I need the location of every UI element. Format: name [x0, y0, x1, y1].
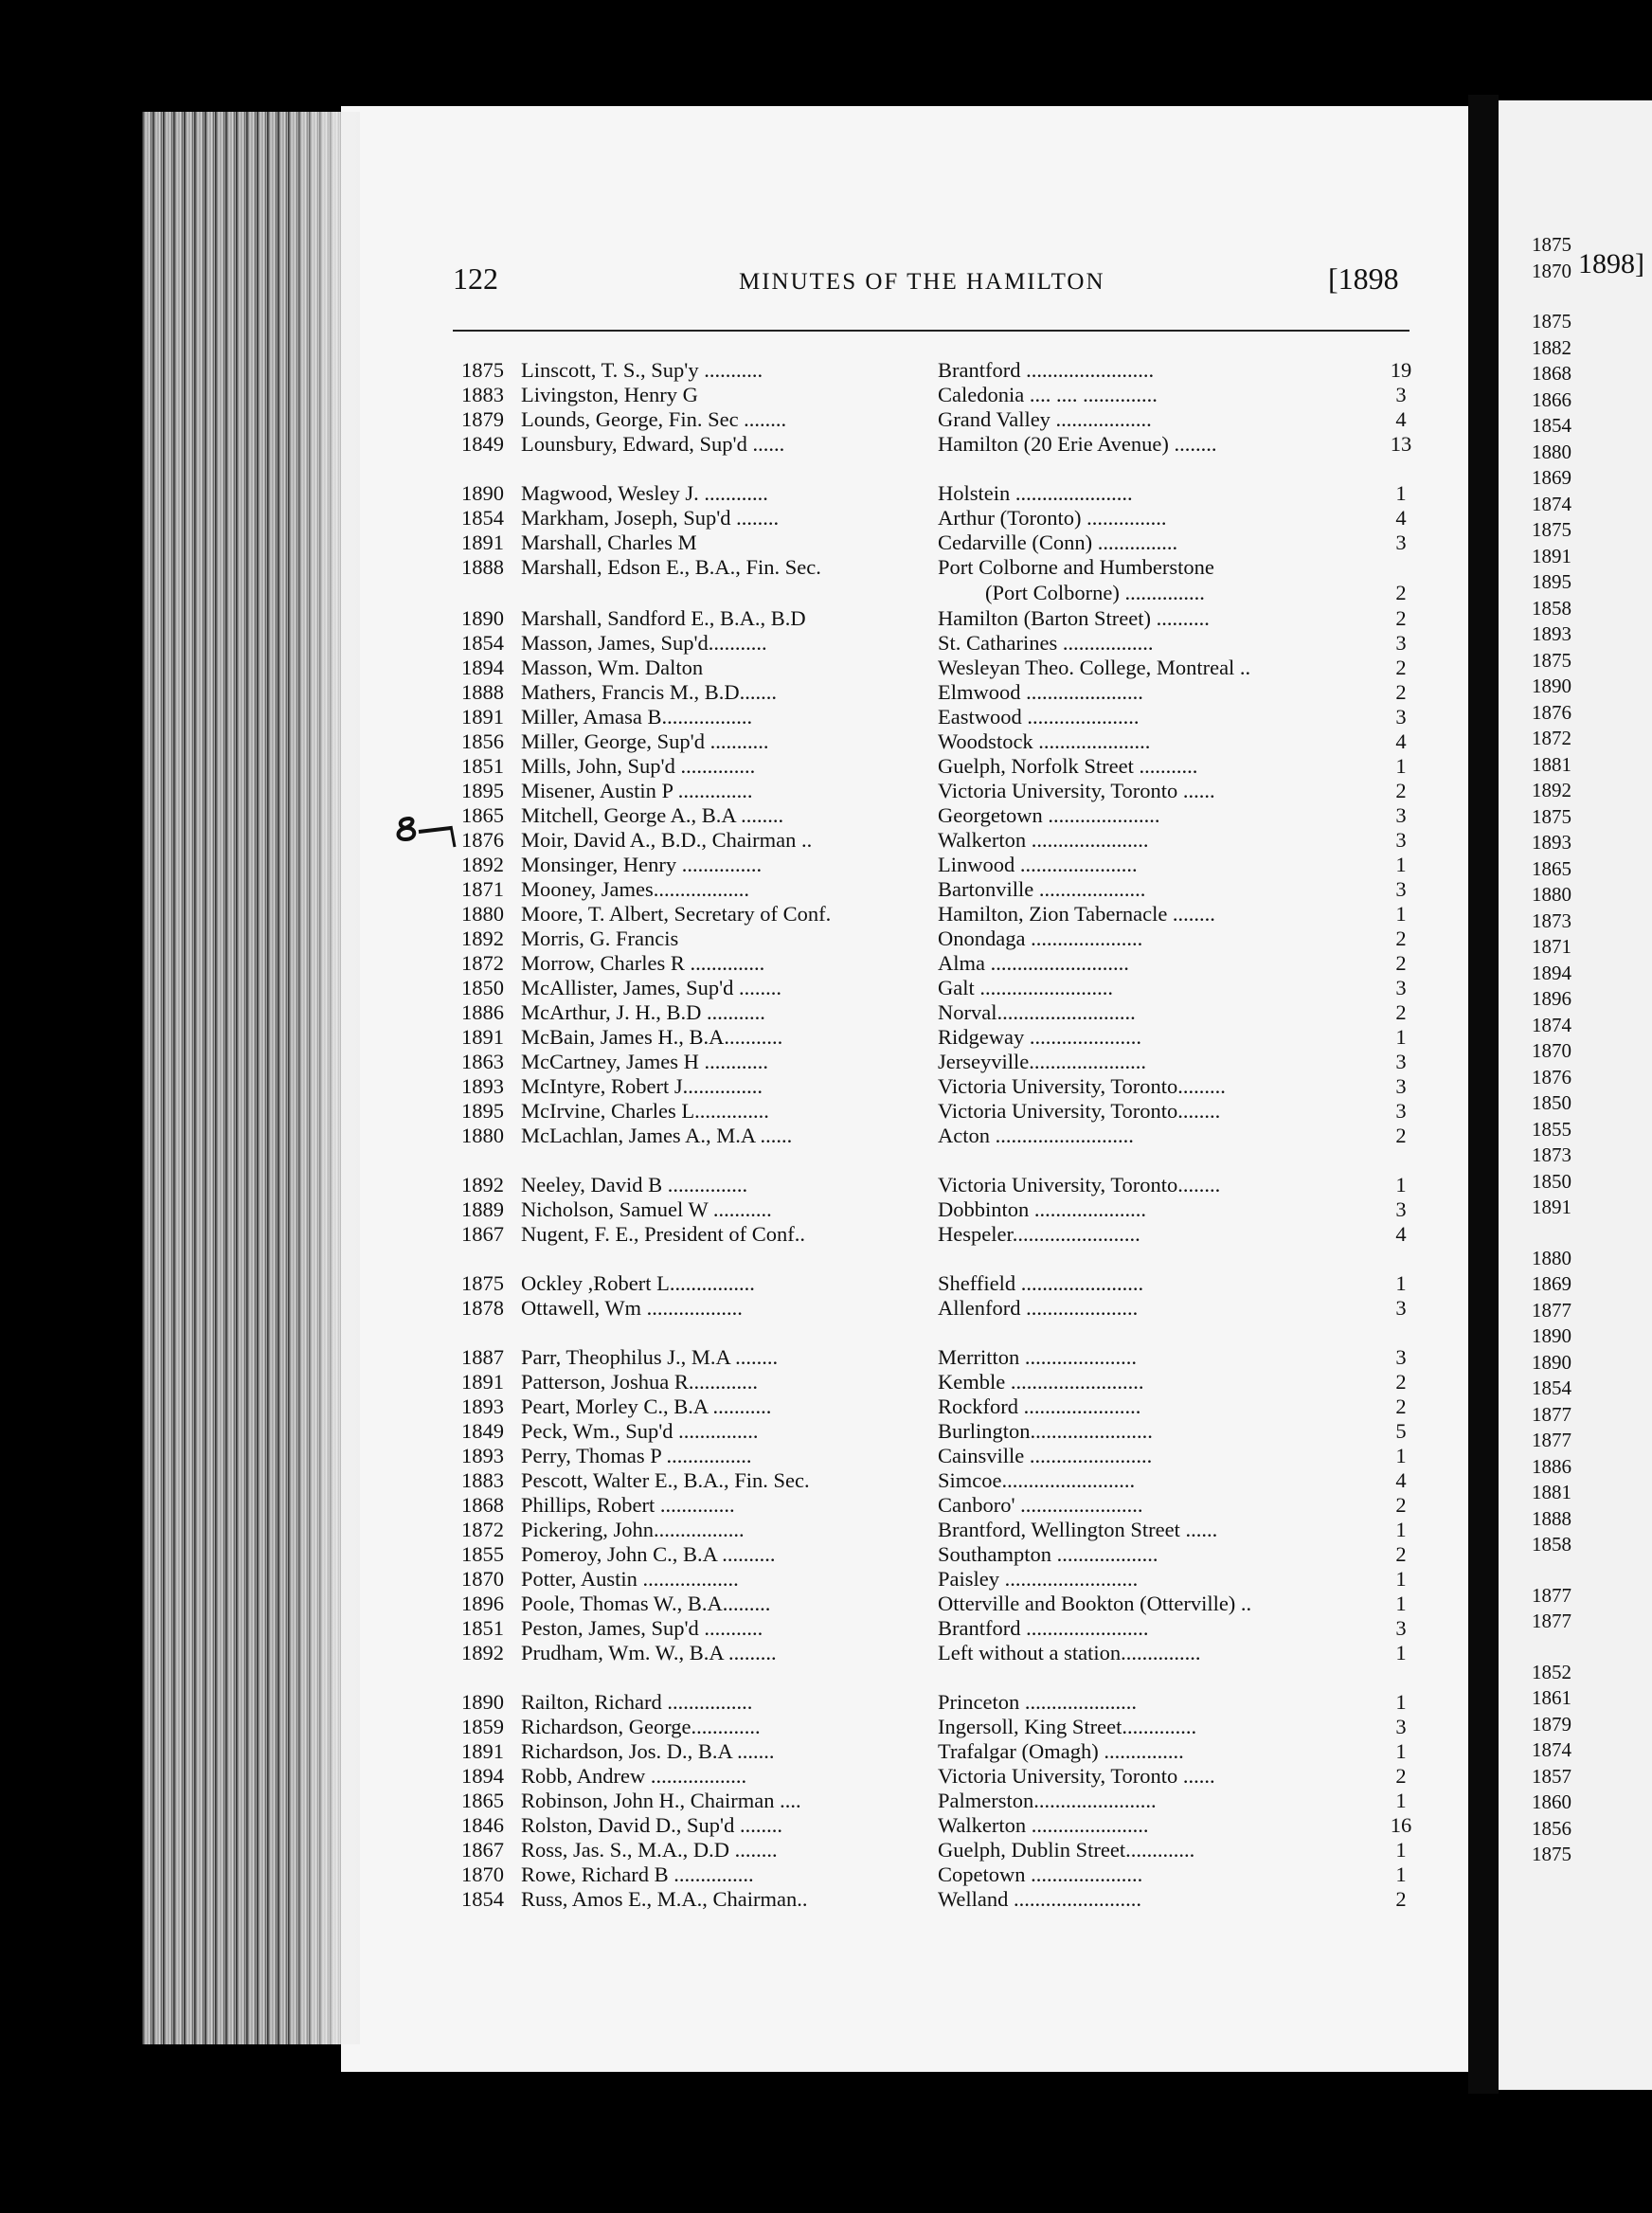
right-page-year: 1893 — [1532, 831, 1571, 854]
entry-year: 1850 — [461, 976, 504, 999]
entry-years: 1 — [1395, 1641, 1407, 1664]
entry-place: Port Colborne and Humberstone — [938, 555, 1214, 579]
entry-years: 1 — [1395, 754, 1407, 778]
entry-name: Ross, Jas. S., M.A., D.D ........ — [521, 1838, 778, 1862]
right-page-year: 1852 — [1532, 1660, 1571, 1683]
entry-year: 1865 — [461, 1789, 504, 1812]
right-page-year: 1860 — [1532, 1790, 1571, 1813]
entry-place: Elmwood ...................... — [938, 680, 1143, 704]
entry-name: McAllister, James, Sup'd ........ — [521, 976, 782, 999]
entry-place: Eastwood ..................... — [938, 705, 1140, 729]
entry-place: Walkerton ...................... — [938, 1813, 1149, 1837]
entry-year: 1893 — [461, 1444, 504, 1467]
entry-place: Hespeler........................ — [938, 1222, 1140, 1246]
entry-years: 3 — [1395, 1715, 1407, 1738]
entry-name: Miller, George, Sup'd ........... — [521, 729, 769, 753]
entry-year: 1880 — [461, 902, 504, 926]
entry-name: Potter, Austin .................. — [521, 1567, 739, 1591]
entry-place: Linwood ...................... — [938, 853, 1138, 876]
entry-years: 1 — [1395, 1567, 1407, 1591]
entry-year: 1851 — [461, 1616, 504, 1640]
entry-years: 2 — [1395, 927, 1407, 950]
entry-year: 1854 — [461, 506, 504, 530]
entry-years: 1 — [1395, 1271, 1407, 1295]
entry-years: 5 — [1395, 1419, 1407, 1443]
entry-name: Marshall, Charles M — [521, 531, 697, 554]
entry-name: Peck, Wm., Sup'd ............... — [521, 1419, 759, 1443]
right-page-year: 1856 — [1532, 1816, 1571, 1840]
right-page-year: 1891 — [1532, 1196, 1571, 1218]
right-page-year: 1890 — [1532, 675, 1571, 697]
page-edge-fade — [284, 112, 360, 2044]
entry-place: Guelph, Dublin Street............. — [938, 1838, 1195, 1862]
entry-name: Perry, Thomas P ................ — [521, 1444, 752, 1467]
entry-years: 4 — [1395, 1222, 1407, 1246]
entry-year: 1872 — [461, 1518, 504, 1541]
entry-years: 2 — [1395, 951, 1407, 975]
entry-year: 1887 — [461, 1345, 504, 1369]
entry-name: Pomeroy, John C., B.A .......... — [521, 1542, 776, 1566]
entry-place: Brantford ....................... — [938, 1616, 1149, 1640]
entry-years: 4 — [1395, 729, 1407, 753]
right-page-year: 1874 — [1532, 492, 1571, 515]
entry-place: Burlington....................... — [938, 1419, 1153, 1443]
entry-place: Rockford ...................... — [938, 1394, 1141, 1418]
right-page-year: 1872 — [1532, 727, 1571, 749]
entry-years: 13 — [1390, 432, 1412, 456]
entry-name: Ockley ,Robert L................ — [521, 1271, 755, 1295]
entry-years: 3 — [1395, 1296, 1407, 1320]
entry-name: Moore, T. Albert, Secretary of Conf. — [521, 902, 832, 926]
entry-place: Dobbinton ..................... — [938, 1197, 1147, 1221]
entry-place-continuation: (Port Colborne) ............... — [985, 581, 1205, 604]
entry-year: 1888 — [461, 680, 504, 704]
entry-place: Copetown ..................... — [938, 1862, 1143, 1886]
entry-place: St. Catharines ................. — [938, 631, 1154, 655]
entry-years: 1 — [1395, 853, 1407, 876]
entry-years-continuation: 2 — [1395, 581, 1407, 604]
entry-year: 1891 — [461, 1739, 504, 1763]
right-page-year: 1874 — [1532, 1738, 1571, 1761]
entry-years: 2 — [1395, 1542, 1407, 1566]
entry-name: Russ, Amos E., M.A., Chairman.. — [521, 1887, 808, 1911]
right-page-year: 1871 — [1532, 935, 1571, 958]
entry-name: McIntyre, Robert J............... — [521, 1074, 763, 1098]
entry-years: 1 — [1395, 1444, 1407, 1467]
entry-year: 1855 — [461, 1542, 504, 1566]
entry-name: Nugent, F. E., President of Conf.. — [521, 1222, 806, 1246]
entry-years: 2 — [1395, 680, 1407, 704]
entry-place: Alma .......................... — [938, 951, 1129, 975]
entry-name: Miller, Amasa B................. — [521, 705, 753, 729]
right-page-year: 1876 — [1532, 700, 1571, 724]
entry-name: Prudham, Wm. W., B.A ......... — [521, 1641, 777, 1664]
entry-years: 1 — [1395, 1838, 1407, 1862]
entry-years: 2 — [1395, 1394, 1407, 1418]
entry-year: 1893 — [461, 1394, 504, 1418]
entry-name: Morrow, Charles R .............. — [521, 951, 765, 975]
entry-place: Brantford, Wellington Street ...... — [938, 1518, 1218, 1541]
entry-years: 1 — [1395, 902, 1407, 926]
entry-name: Patterson, Joshua R............. — [521, 1370, 758, 1394]
entry-year: 1867 — [461, 1838, 504, 1862]
entry-name: Moir, David A., B.D., Chairman .. — [521, 828, 813, 852]
entry-name: Masson, Wm. Dalton — [521, 656, 704, 679]
entry-name: McLachlan, James A., M.A ...... — [521, 1124, 793, 1147]
entry-year: 1894 — [461, 1764, 504, 1788]
entry-name: Richardson, Jos. D., B.A ....... — [521, 1739, 775, 1763]
right-page-year: 1890 — [1532, 1324, 1571, 1347]
entry-place: Victoria University, Toronto ...... — [938, 779, 1215, 802]
entry-name: Mathers, Francis M., B.D....... — [521, 680, 777, 704]
entry-years: 19 — [1390, 358, 1412, 382]
entry-name: Mooney, James.................. — [521, 877, 750, 901]
entry-year: 1883 — [461, 1468, 504, 1492]
entry-year: 1849 — [461, 432, 504, 456]
right-page-year: 1880 — [1532, 1246, 1571, 1269]
entry-year: 1870 — [461, 1567, 504, 1591]
right-page-year: 1875 — [1532, 648, 1571, 672]
entry-year: 1893 — [461, 1074, 504, 1098]
right-page-year: 1891 — [1532, 544, 1571, 567]
right-page-year: 1875 — [1532, 518, 1571, 541]
entry-years: 2 — [1395, 656, 1407, 679]
entry-years: 3 — [1395, 1074, 1407, 1098]
entry-year: 1895 — [461, 779, 504, 802]
entry-place: Sheffield ....................... — [938, 1271, 1144, 1295]
entry-years: 1 — [1395, 1592, 1407, 1615]
entry-years: 2 — [1395, 1493, 1407, 1517]
entry-place: Trafalgar (Omagh) ............... — [938, 1739, 1184, 1763]
entry-place: Kemble ......................... — [938, 1370, 1144, 1394]
entry-name: Markham, Joseph, Sup'd ........ — [521, 506, 780, 530]
entry-place: Hamilton (Barton Street) .......... — [938, 606, 1210, 630]
entry-years: 4 — [1395, 1468, 1407, 1492]
entry-year: 1889 — [461, 1197, 504, 1221]
entry-name: Robinson, John H., Chairman .... — [521, 1789, 801, 1812]
entry-years: 3 — [1395, 531, 1407, 554]
entry-year: 1894 — [461, 656, 504, 679]
right-page-year: 1888 — [1532, 1506, 1571, 1530]
entry-name: McIrvine, Charles L.............. — [521, 1099, 769, 1123]
entry-years: 2 — [1395, 1124, 1407, 1147]
entry-years: 3 — [1395, 1616, 1407, 1640]
entry-years: 1 — [1395, 1518, 1407, 1541]
entry-year: 1891 — [461, 705, 504, 729]
book-gutter — [1468, 95, 1499, 2094]
entry-year: 1896 — [461, 1592, 504, 1615]
right-page-year: 1850 — [1532, 1169, 1571, 1193]
right-page-year: 1874 — [1532, 1013, 1571, 1036]
right-page-year: 1893 — [1532, 622, 1571, 645]
entry-place: Acton .......................... — [938, 1124, 1134, 1147]
entry-years: 2 — [1395, 1000, 1407, 1024]
entry-years: 3 — [1395, 1197, 1407, 1221]
entry-year: 1892 — [461, 1641, 504, 1664]
entry-name: Mitchell, George A., B.A ........ — [521, 803, 784, 827]
entry-place: Wesleyan Theo. College, Montreal .. — [938, 656, 1251, 679]
entry-place: Arthur (Toronto) ............... — [938, 506, 1167, 530]
entry-name: Richardson, George............. — [521, 1715, 761, 1738]
entry-name: Rolston, David D., Sup'd ........ — [521, 1813, 782, 1837]
page-title: MINUTES OF THE HAMILTON — [739, 269, 1105, 295]
right-page-year: 1880 — [1532, 440, 1571, 463]
entry-name: Poole, Thomas W., B.A......... — [521, 1592, 771, 1615]
entry-place: Ingersoll, King Street.............. — [938, 1715, 1197, 1738]
entry-place: Canboro' ....................... — [938, 1493, 1143, 1517]
entry-years: 1 — [1395, 1739, 1407, 1763]
entry-name: Pickering, John................. — [521, 1518, 745, 1541]
entry-year: 1846 — [461, 1813, 504, 1837]
entry-year: 1854 — [461, 631, 504, 655]
right-page-year: 1850 — [1532, 1091, 1571, 1114]
entry-year: 1891 — [461, 1025, 504, 1049]
entry-place: Victoria University, Toronto ...... — [938, 1764, 1215, 1788]
right-page-year: 1861 — [1532, 1686, 1571, 1709]
entry-years: 3 — [1395, 1050, 1407, 1073]
entry-name: Peart, Morley C., B.A ........... — [521, 1394, 772, 1418]
entry-name: Magwood, Wesley J. ............ — [521, 481, 768, 505]
entry-place: Bartonville .................... — [938, 877, 1146, 901]
entry-year: 1865 — [461, 803, 504, 827]
right-page-year: 1875 — [1532, 1843, 1571, 1865]
entry-place: Victoria University, Toronto........ — [938, 1099, 1221, 1123]
entry-year: 1890 — [461, 1690, 504, 1714]
handwritten-mark — [396, 811, 483, 849]
entry-years: 2 — [1395, 1887, 1407, 1911]
entry-years: 2 — [1395, 606, 1407, 630]
entry-place: Paisley ......................... — [938, 1567, 1139, 1591]
entry-name: Railton, Richard ................ — [521, 1690, 753, 1714]
entry-year: 1890 — [461, 481, 504, 505]
entry-years: 3 — [1395, 705, 1407, 729]
right-page-year: 1877 — [1532, 1583, 1571, 1607]
entry-year: 1878 — [461, 1296, 504, 1320]
entry-name: Pescott, Walter E., B.A., Fin. Sec. — [521, 1468, 810, 1492]
entry-year: 1876 — [461, 828, 504, 852]
entry-name: Rowe, Richard B ............... — [521, 1862, 754, 1886]
right-page-year: 1886 — [1532, 1454, 1571, 1478]
entry-year: 1892 — [461, 853, 504, 876]
entry-years: 3 — [1395, 976, 1407, 999]
entry-year: 1863 — [461, 1050, 504, 1073]
entry-name: Morris, G. Francis — [521, 927, 679, 950]
right-page-year: 1869 — [1532, 466, 1571, 489]
header-rule — [453, 330, 1410, 332]
entry-years: 1 — [1395, 1789, 1407, 1812]
right-page-year: 1855 — [1532, 1117, 1571, 1141]
entry-place: Guelph, Norfolk Street ........... — [938, 754, 1198, 778]
entry-name: Lounds, George, Fin. Sec ........ — [521, 407, 787, 431]
right-page-year: 1890 — [1532, 1350, 1571, 1374]
entry-name: Robb, Andrew .................. — [521, 1764, 747, 1788]
entry-place: Onondaga ..................... — [938, 927, 1143, 950]
entry-place: Welland ........................ — [938, 1887, 1142, 1911]
entry-name: Peston, James, Sup'd ........... — [521, 1616, 763, 1640]
entry-year: 1879 — [461, 407, 504, 431]
entry-name: Mills, John, Sup'd .............. — [521, 754, 756, 778]
entry-years: 1 — [1395, 1690, 1407, 1714]
entry-year: 1888 — [461, 555, 504, 579]
entry-place: Allenford ..................... — [938, 1296, 1139, 1320]
entry-place: Simcoe......................... — [938, 1468, 1136, 1492]
entry-years: 3 — [1395, 1099, 1407, 1123]
right-page-year: 1881 — [1532, 1481, 1571, 1503]
entry-name: Linscott, T. S., Sup'y ........... — [521, 358, 763, 382]
entry-years: 1 — [1395, 481, 1407, 505]
entry-year: 1867 — [461, 1222, 504, 1246]
entry-years: 3 — [1395, 803, 1407, 827]
right-page-year: 1866 — [1532, 387, 1571, 411]
right-page-year: 1882 — [1532, 335, 1571, 359]
right-page-year: 1877 — [1532, 1429, 1571, 1451]
entry-name: Marshall, Edson E., B.A., Fin. Sec. — [521, 555, 821, 579]
entry-place: Jerseyville...................... — [938, 1050, 1146, 1073]
entry-name: Phillips, Robert .............. — [521, 1493, 735, 1517]
entry-name: Lounsbury, Edward, Sup'd ...... — [521, 432, 785, 456]
entry-year: 1872 — [461, 951, 504, 975]
entry-years: 2 — [1395, 1764, 1407, 1788]
entry-year: 1875 — [461, 358, 504, 382]
entry-place: Ridgeway ..................... — [938, 1025, 1141, 1049]
right-page-year: 1877 — [1532, 1298, 1571, 1322]
entry-name: McArthur, J. H., B.D ........... — [521, 1000, 765, 1024]
right-page-year: 1880 — [1532, 883, 1571, 906]
entry-name: Nicholson, Samuel W ........... — [521, 1197, 772, 1221]
entry-years: 1 — [1395, 1025, 1407, 1049]
right-page-year: 1877 — [1532, 1610, 1571, 1632]
entry-year: 1895 — [461, 1099, 504, 1123]
right-page-year: 1876 — [1532, 1065, 1571, 1089]
right-page-year: 1873 — [1532, 1143, 1571, 1166]
right-page-year: 1857 — [1532, 1764, 1571, 1788]
entry-year: 1880 — [461, 1124, 504, 1147]
entry-place: Norval.......................... — [938, 1000, 1136, 1024]
entry-place: Grand Valley .................. — [938, 407, 1152, 431]
entry-name: Neeley, David B ............... — [521, 1173, 748, 1196]
entry-place: Brantford ........................ — [938, 358, 1155, 382]
entry-name: McCartney, James H ............ — [521, 1050, 768, 1073]
entry-year: 1870 — [461, 1862, 504, 1886]
right-page-year: 1858 — [1532, 596, 1571, 620]
entry-place: Hamilton (20 Erie Avenue) ........ — [938, 432, 1217, 456]
entry-year: 1851 — [461, 754, 504, 778]
entry-name: McBain, James H., B.A........... — [521, 1025, 783, 1049]
entry-year: 1892 — [461, 927, 504, 950]
entry-year: 1849 — [461, 1419, 504, 1443]
right-page-year: 1895 — [1532, 570, 1571, 593]
right-page-year: 1854 — [1532, 1376, 1571, 1399]
entry-place: Woodstock ..................... — [938, 729, 1151, 753]
entry-name: Masson, James, Sup'd........... — [521, 631, 767, 655]
entry-place: Princeton ..................... — [938, 1690, 1137, 1714]
entry-place: Georgetown ..................... — [938, 803, 1160, 827]
entry-years: 4 — [1395, 506, 1407, 530]
right-page-year: 1877 — [1532, 1402, 1571, 1426]
entry-years: 1 — [1395, 1862, 1407, 1886]
right-page-year: 1875 — [1532, 310, 1571, 333]
entry-years: 2 — [1395, 779, 1407, 802]
right-page-year: 1894 — [1532, 961, 1571, 984]
entry-years: 3 — [1395, 877, 1407, 901]
entry-years: 2 — [1395, 1370, 1407, 1394]
right-page-year: 1879 — [1532, 1712, 1571, 1736]
entry-year: 1886 — [461, 1000, 504, 1024]
entry-place: Palmerston....................... — [938, 1789, 1157, 1812]
page-number: 122 — [453, 261, 498, 296]
entry-year: 1883 — [461, 383, 504, 406]
entry-place: Caledonia .... .... .............. — [938, 383, 1158, 406]
entry-place: Cainsville ....................... — [938, 1444, 1153, 1467]
right-page-year: 1875 — [1532, 804, 1571, 828]
entry-year: 1875 — [461, 1271, 504, 1295]
entry-years: 16 — [1390, 1813, 1412, 1837]
right-page-year: 1892 — [1532, 779, 1571, 801]
right-page-year: 1875 — [1532, 233, 1571, 256]
right-page — [1499, 100, 1652, 2090]
entry-year: 1890 — [461, 606, 504, 630]
entry-year: 1891 — [461, 1370, 504, 1394]
entry-name: Ottawell, Wm .................. — [521, 1296, 743, 1320]
entry-year: 1856 — [461, 729, 504, 753]
right-page-year: 1854 — [1532, 414, 1571, 437]
entry-year: 1892 — [461, 1173, 504, 1196]
entry-name: Marshall, Sandford E., B.A., B.D — [521, 606, 806, 630]
entry-name: Livingston, Henry G — [521, 383, 698, 406]
right-page-header: 1898] — [1578, 248, 1644, 279]
entry-years: 1 — [1395, 1173, 1407, 1196]
entry-place: Cedarville (Conn) ............... — [938, 531, 1178, 554]
entry-year: 1859 — [461, 1715, 504, 1738]
entry-years: 4 — [1395, 407, 1407, 431]
entry-place: Merritton ..................... — [938, 1345, 1137, 1369]
entry-place: Otterville and Bookton (Otterville) .. — [938, 1592, 1252, 1615]
entry-years: 3 — [1395, 383, 1407, 406]
entry-place: Hamilton, Zion Tabernacle ........ — [938, 902, 1215, 926]
entry-place: Southampton ................... — [938, 1542, 1158, 1566]
right-page-year: 1865 — [1532, 856, 1571, 880]
right-page-year: 1870 — [1532, 1039, 1571, 1062]
right-page-year: 1896 — [1532, 987, 1571, 1010]
right-page-year: 1881 — [1532, 752, 1571, 776]
entry-name: Parr, Theophilus J., M.A ........ — [521, 1345, 779, 1369]
entry-place: Walkerton ...................... — [938, 828, 1149, 852]
entry-name: Monsinger, Henry ............... — [521, 853, 763, 876]
entry-year: 1891 — [461, 531, 504, 554]
entry-place: Galt ......................... — [938, 976, 1113, 999]
entry-name: Misener, Austin P .............. — [521, 779, 753, 802]
entry-place: Victoria University, Toronto........ — [938, 1173, 1221, 1196]
entry-place: Left without a station............... — [938, 1641, 1201, 1664]
entry-year: 1871 — [461, 877, 504, 901]
entry-years: 3 — [1395, 631, 1407, 655]
right-page-year: 1870 — [1532, 259, 1571, 282]
entry-years: 3 — [1395, 1345, 1407, 1369]
entry-place: Victoria University, Toronto......... — [938, 1074, 1226, 1098]
entry-years: 3 — [1395, 828, 1407, 852]
right-page-year: 1869 — [1532, 1272, 1571, 1295]
right-page-year: 1868 — [1532, 362, 1571, 385]
entry-year: 1868 — [461, 1493, 504, 1517]
page-year: [1898 — [1328, 261, 1399, 296]
entry-year: 1854 — [461, 1887, 504, 1911]
right-page-year: 1858 — [1532, 1533, 1571, 1556]
right-page-year: 1873 — [1532, 909, 1571, 932]
entry-place: Holstein ...................... — [938, 481, 1133, 505]
